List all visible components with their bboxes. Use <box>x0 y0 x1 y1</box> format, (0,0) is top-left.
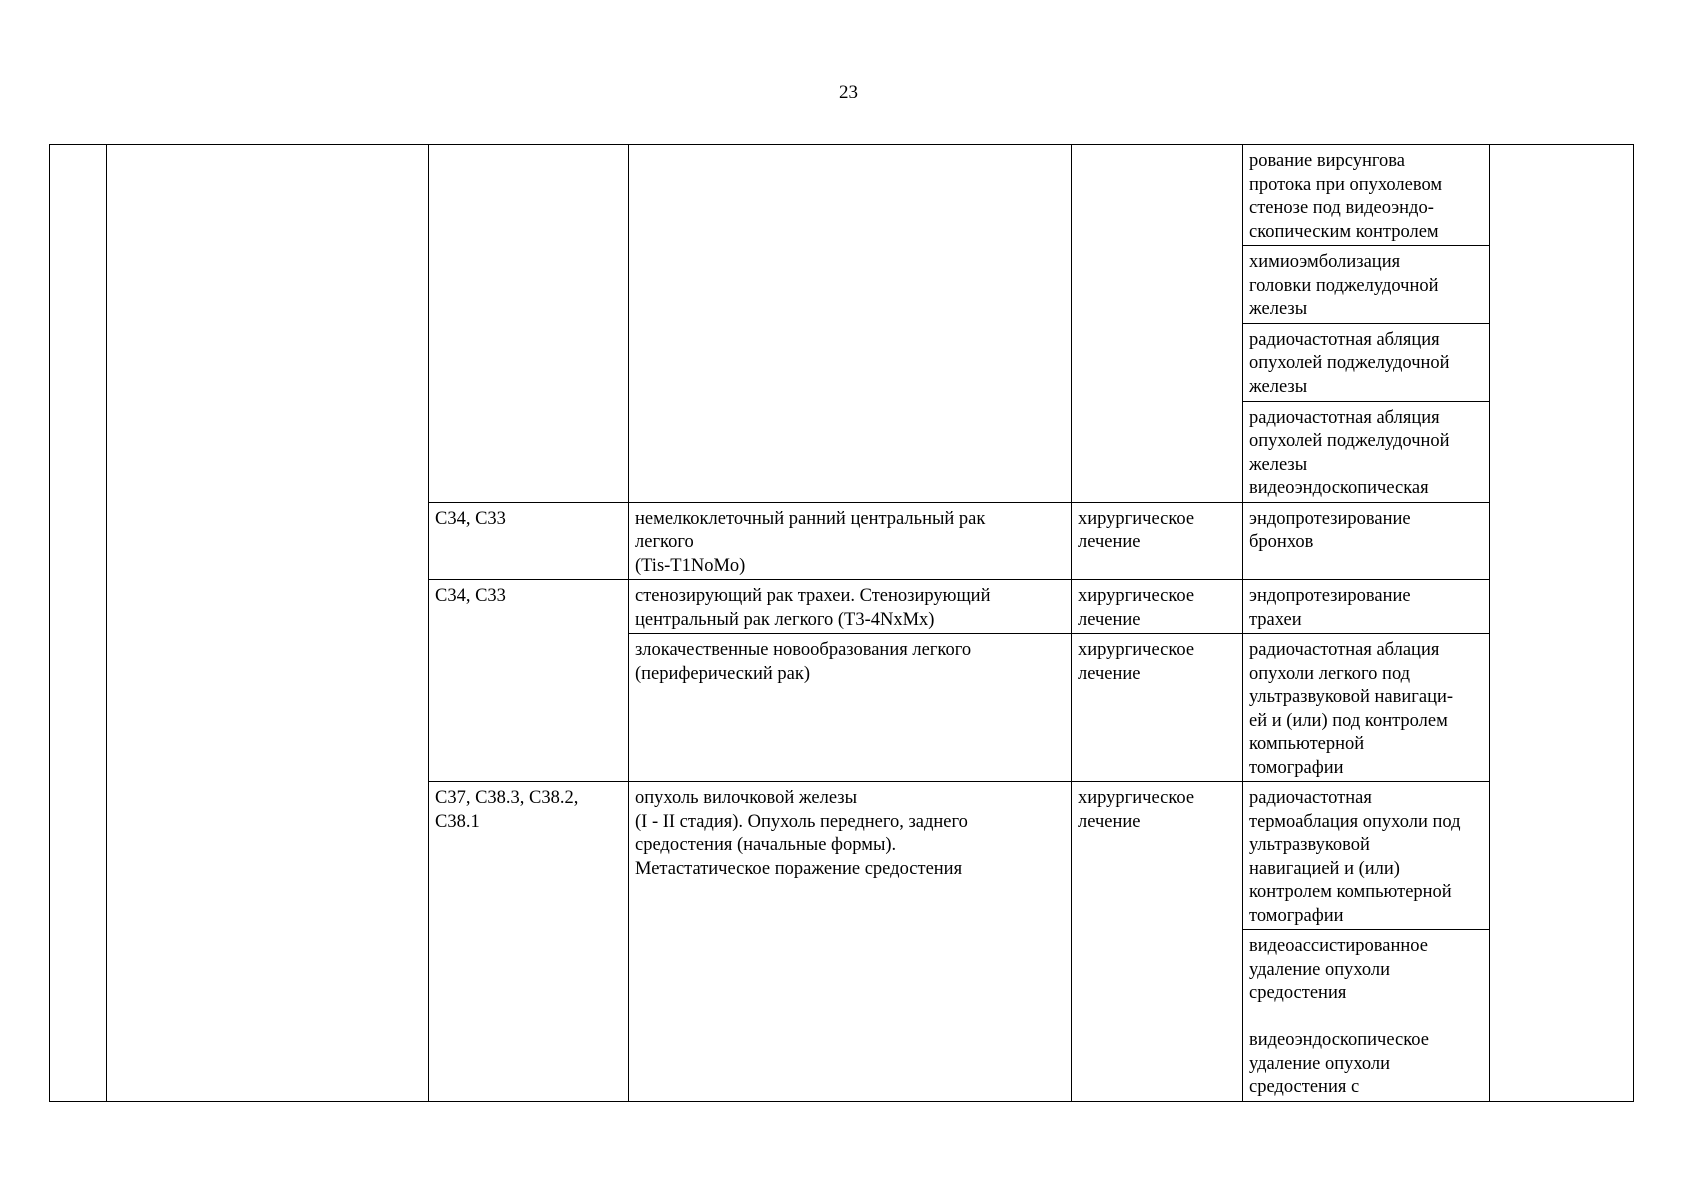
method-cell: радиочастотная термоаблация опухоли под ультразвуковой навигацией и (или) контролем компьютерной томографии <box>1243 782 1490 930</box>
code-cell <box>429 145 629 503</box>
number-cell <box>50 145 107 1102</box>
treatment-cell: хирургическое лечение <box>1072 580 1243 634</box>
group-name-cell <box>107 145 429 1102</box>
treatment-cell: хирургическое лечение <box>1072 634 1243 782</box>
method-cell: радиочастотная аблация опухоли легкого под ультразвуковой навигаци- ей и (или) под контролем компьютерной томографии <box>1243 634 1490 782</box>
method-cell: радиочастотная абляция опухолей поджелудочной железы <box>1243 323 1490 401</box>
norm-cell <box>1490 145 1634 1102</box>
diagnosis-cell: злокачественные новообразования легкого (периферический рак) <box>629 634 1072 782</box>
treatment-cell <box>1072 145 1243 503</box>
treatment-cell: хирургическое лечение <box>1072 502 1243 580</box>
procedures-table <box>49 144 1634 1102</box>
method-cell: радиочастотная абляция опухолей поджелудочной железы видеоэндоскопическая <box>1243 401 1490 502</box>
diagnosis-cell: стенозирующий рак трахеи. Стенозирующий центральный рак легкого (T3-4NxMx) <box>629 580 1072 634</box>
treatment-cell: хирургическое лечение <box>1072 782 1243 1102</box>
code-cell: C34, C33 <box>429 502 629 580</box>
method-cell: эндопротезирование трахеи <box>1243 580 1490 634</box>
code-cell: C34, C33 <box>429 580 629 782</box>
page-number: 23 <box>839 82 858 103</box>
method-cell: эндопротезирование бронхов <box>1243 502 1490 580</box>
code-cell: C37, C38.3, C38.2, C38.1 <box>429 782 629 1102</box>
diagnosis-cell <box>629 145 1072 503</box>
method-cell: химиоэмболизация головки поджелудочной железы <box>1243 246 1490 324</box>
method-cell: видеоассистированное удаление опухоли средостения видеоэндоскопическое удаление опухоли средостения с <box>1243 930 1490 1102</box>
diagnosis-cell: немелкоклеточный ранний центральный рак легкого (Tis-T1NoMo) <box>629 502 1072 580</box>
diagnosis-cell: опухоль вилочковой железы (I - II стадия). Опухоль переднего, заднего средостения (начальные формы). Метастатическое поражение средостения <box>629 782 1072 1102</box>
method-cell: рование вирсунгова протока при опухолевом стенозе под видеоэндо- скопическим контролем <box>1243 145 1490 246</box>
